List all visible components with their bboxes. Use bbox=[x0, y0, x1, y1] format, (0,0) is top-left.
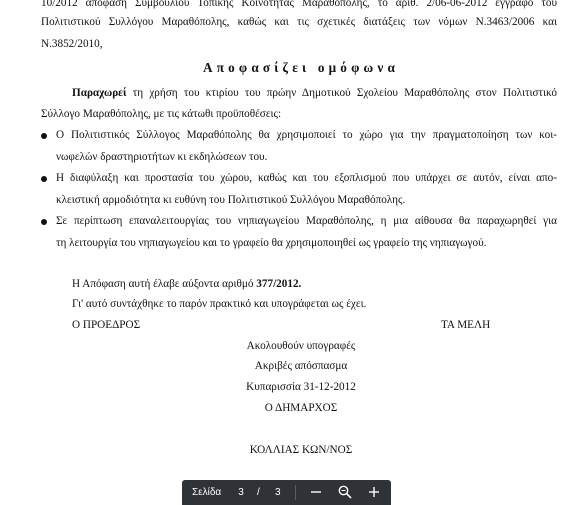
bullet-dot bbox=[41, 133, 47, 139]
minus-icon bbox=[310, 486, 322, 498]
drafted-line: Γι' αυτό συντάχθηκε το παρόν πρακτικό και υπογράφεται ως έχει. bbox=[72, 298, 367, 310]
zoom-in-button[interactable] bbox=[364, 482, 384, 502]
grant-text: τη χρήση του κτιρίου του πρώην Δημοτικού Σχολείου Μαραθόπολης στον Πολιτιστικό bbox=[132, 87, 557, 99]
page-separator: / bbox=[257, 487, 260, 498]
mayor-name: ΚΟΛΛΙΑΣ ΚΩΝ/ΝΟΣ bbox=[249, 444, 353, 456]
grant-keyword: Παραχωρεί bbox=[72, 87, 127, 99]
grant-line bbox=[72, 86, 557, 100]
exact-copy: Ακριβές απόσπασμα bbox=[254, 360, 348, 372]
bullet-dot bbox=[41, 176, 47, 182]
current-page-input[interactable]: 3 bbox=[238, 487, 244, 498]
plus-icon bbox=[368, 486, 380, 498]
total-pages: 3 bbox=[275, 487, 281, 498]
decision-number: 377/2012. bbox=[256, 278, 302, 290]
bullet-line: Σε περίπτωση επαναλειτουργίας του νηπιαγωγείου Μαραθόπολης, η μια αίθουσα θα παραχωρηθεί για bbox=[56, 215, 557, 227]
bullet-dot bbox=[41, 219, 47, 225]
body-line: Πολιτιστικού Συλλόγου Μαραθόπολης, καθώς και τις σχετικές διατάξεις των νόμων Ν.3463/2006 και bbox=[41, 16, 557, 28]
zoom-out-button[interactable] bbox=[306, 482, 326, 502]
decision-prefix: Η Απόφαση αυτή έλαβε αύξοντα αριθμό bbox=[72, 278, 254, 290]
mayor-title: Ο ΔΗΜΑΡΧΟΣ bbox=[264, 402, 338, 414]
signatures-follow: Ακολουθούν υπογραφές bbox=[246, 340, 356, 352]
bullet-line: Η διαφύλαξη και προστασία του χώρου, καθώς και του εξοπλισμού που υπάρχει σε αυτόν, είναι απο- bbox=[56, 172, 557, 184]
body-line: Ν.3852/2010, bbox=[41, 38, 103, 50]
page-label: Σελίδα bbox=[192, 487, 222, 498]
decision-number-line bbox=[72, 277, 301, 291]
bullet-line: νωφελών δραστηριοτήτων κι εκδηλώσεων του. bbox=[56, 151, 268, 163]
bullet-line: τη λειτουργία του νηπιαγωγείου και το γραφείο θα χρησιμοποιηθεί ως γραφείο της νηπιαγωγού. bbox=[56, 237, 487, 249]
magnifier-icon bbox=[338, 485, 352, 499]
grant-line-2: Σύλλογο Μαραθόπολης, με τις κάτωθι προϋποθέσεις: bbox=[41, 108, 282, 120]
body-line: 10/2012 απόφαση Συμβουλίου Τοπικής Κοινότητας Μαραθόπολης, το αριθ. 2/06-06-2012 έγγραφο του bbox=[41, 0, 557, 9]
zoom-fit-button[interactable] bbox=[335, 482, 355, 502]
president-label: Ο ΠΡΟΕΔΡΟΣ bbox=[72, 319, 141, 331]
bullet-line: κλειστική αρμοδιότητα κι ευθύνη του Πολιτιστικού Συλλόγου Μαραθόπολης. bbox=[56, 194, 406, 206]
members-label: ΤΑ ΜΕΛΗ bbox=[441, 319, 491, 331]
place-date: Κυπαρισσία 31-12-2012 bbox=[246, 381, 356, 393]
pdf-toolbar bbox=[182, 480, 391, 505]
decision-heading: Αποφασίζει ομόφωνα bbox=[202, 60, 400, 75]
bullet-line: Ο Πολιτιστικός Σύλλογος Μαραθόπολης θα χρησιμοποιεί το χώρο για την πραγματοποίηση των κοι- bbox=[56, 129, 557, 141]
toolbar-divider bbox=[295, 485, 296, 500]
